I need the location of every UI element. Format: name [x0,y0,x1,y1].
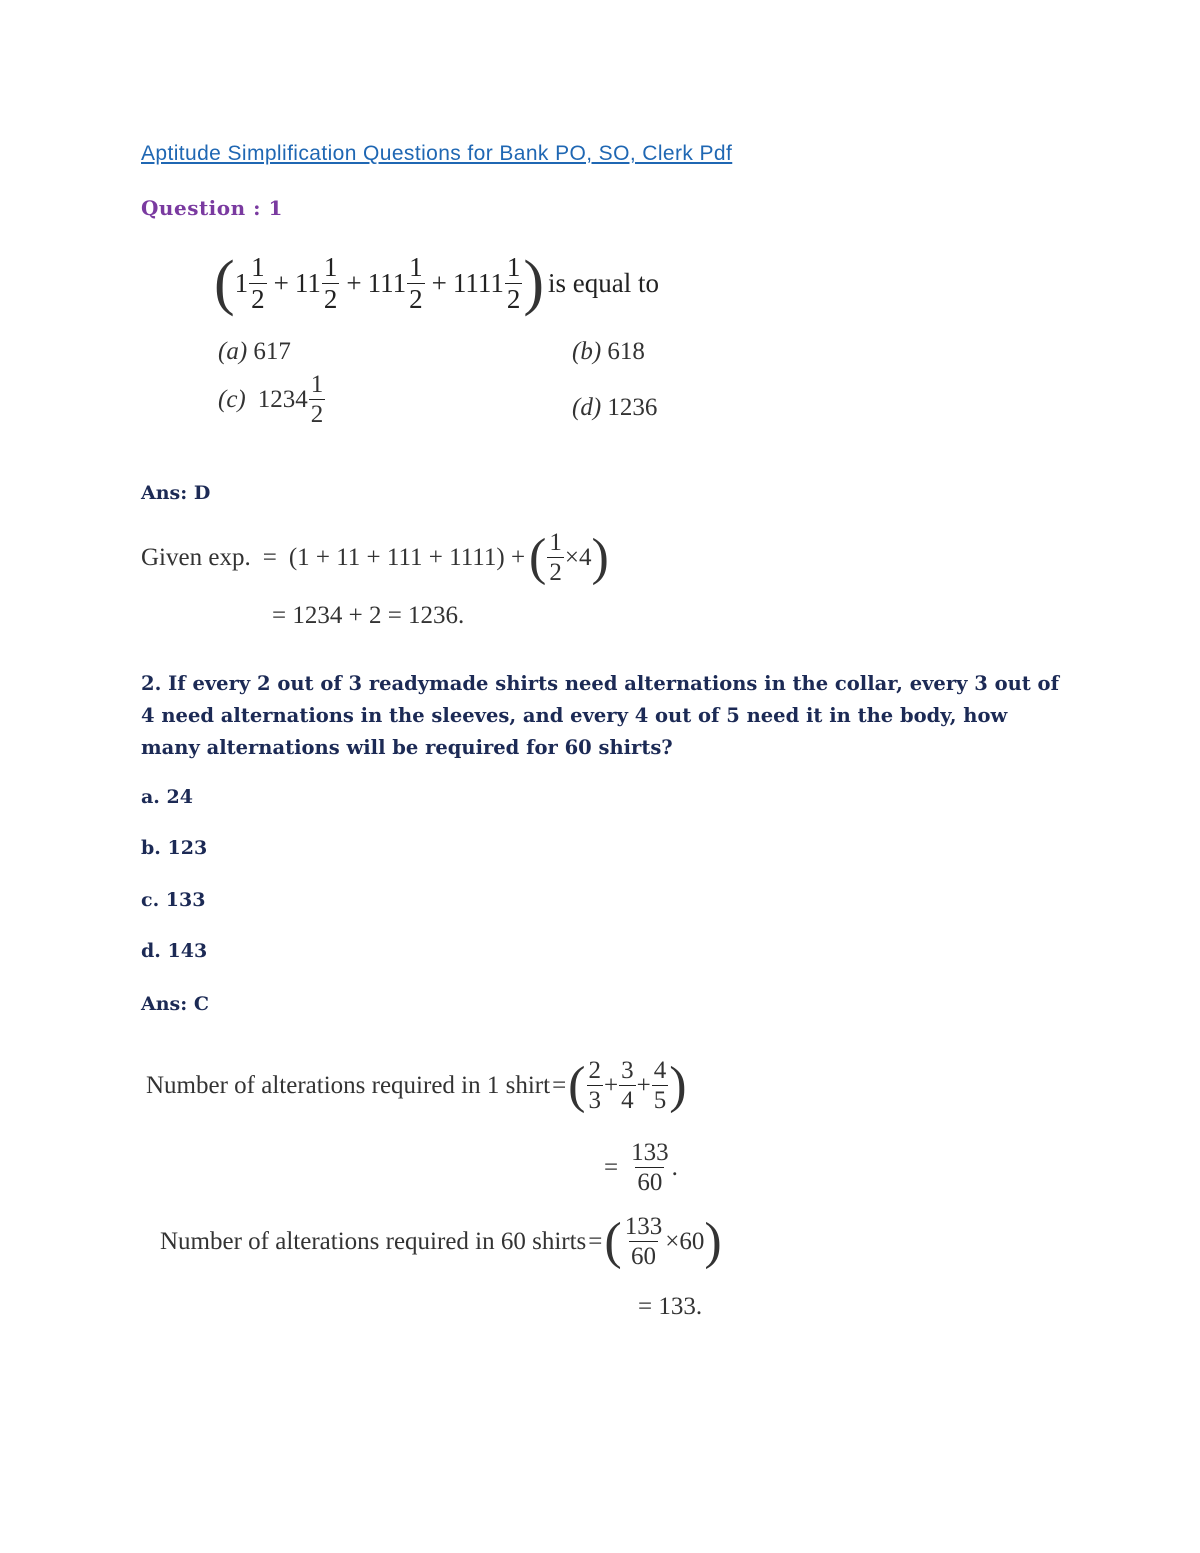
option-d-label: (d) [572,394,602,421]
solution-1-equals: = [262,543,277,571]
fraction-num: 133 [624,1213,663,1240]
term-1-fraction [249,251,267,314]
fraction-den: 60 [630,1243,656,1270]
term-1-whole: 1 [234,267,249,298]
question-2-option-b: b. 123 [141,837,208,859]
solution-2-line-1 [146,1058,687,1113]
period: . [671,1153,678,1181]
question-1-answer: Ans: D [141,482,211,504]
plus-sign: + [273,267,289,298]
term-1-den: 2 [251,283,265,314]
solution-1-times: ×4 [564,543,592,571]
fraction-num: 4 [653,1057,667,1084]
solution-2-line-3 [160,1214,722,1269]
solution-1-sum: (1 + 11 + 111 + 1111) + [288,543,526,571]
fraction-den: 60 [637,1169,663,1196]
plus-sign: + [346,267,362,298]
option-b-value: 618 [607,338,645,365]
option-c-label: (c) [218,385,246,413]
solution-2-line-3-right-paren: ) [704,1212,722,1270]
equals-sign: = [588,1227,603,1255]
option-c-den: 2 [310,401,324,428]
solution-1-prefix: Given exp. [141,543,251,571]
term-4-num: 1 [506,251,521,282]
plus-sign: + [604,1071,619,1099]
document-title-link[interactable]: Aptitude Simplification Questions for Bank PO, SO, Clerk Pdf [141,142,733,165]
solution-2-line-4: = 133. [638,1293,703,1320]
fraction-den: 3 [588,1087,601,1114]
term-4-den: 2 [506,283,521,314]
solution-1-right-paren: ) [591,528,609,586]
solution-2-line-2 [604,1140,678,1195]
term-4-whole: 1111 [452,267,504,298]
term-2-fraction [322,251,340,314]
equals-sign: = [604,1153,619,1181]
fraction-den: 5 [653,1087,667,1114]
term-1-num: 1 [251,251,265,282]
fraction-4-5 [652,1058,669,1113]
fraction-133-60 [629,1140,671,1195]
term-2-whole: 11 [294,267,321,298]
term-3-whole: 111 [367,267,407,298]
option-a-label: (a) [218,338,248,365]
fraction-num: 133 [631,1139,669,1166]
term-2-num: 1 [323,251,338,282]
question-2-option-d: d. 143 [141,940,208,962]
option-d [572,394,657,422]
fraction-2-3 [587,1058,604,1113]
question-1-heading: Question : 1 [141,196,283,220]
option-a-value: 617 [253,338,291,365]
fraction-133-60 [623,1214,665,1269]
term-4-fraction [505,251,523,314]
option-c [218,372,326,427]
solution-1-fraction [547,530,564,585]
solution-1-num: 1 [549,529,562,556]
question-2-text: 2. If every 2 out of 3 readymade shirts need alternations in the collar, every 3 out of 4 need alternations in the sleeves, and every 4 out of 5 need it in the body, how many alternations will be required for 60 shirts? [141,672,1059,759]
solution-2-right-paren: ) [669,1056,687,1114]
solution-1-line-1 [141,530,609,585]
option-b-label: (b) [572,338,602,365]
solution-2-line-3-label: Number of alterations required in 60 shirts [160,1227,587,1255]
option-c-num: 1 [310,371,324,398]
fraction-num: 2 [588,1057,601,1084]
times-60: ×60 [665,1227,705,1255]
term-3-fraction [407,251,425,314]
solution-2-line-3-left-paren: ( [604,1212,622,1270]
question-1-expression [214,249,659,317]
solution-2-line-1-label: Number of alterations required in 1 shirt [146,1071,551,1099]
option-b [572,338,645,366]
plus-sign: + [636,1071,651,1099]
solution-2-left-paren: ( [568,1056,586,1114]
question-2-option-c: c. 133 [141,889,206,911]
fraction-num: 3 [621,1057,634,1084]
solution-1-left-paren: ( [529,528,547,586]
term-3-num: 1 [409,251,423,282]
option-c-whole: 1234 [257,385,308,413]
expression-suffix: is equal to [548,267,659,298]
term-2-den: 2 [323,283,338,314]
fraction-den: 4 [621,1087,634,1114]
option-c-fraction [309,372,326,427]
equals-sign: = [552,1071,567,1099]
left-paren: ( [214,249,235,317]
fraction-3-4 [619,1058,636,1113]
option-d-value: 1236 [607,394,658,421]
right-paren: ) [523,249,545,317]
solution-1-line-2: = 1234 + 2 = 1236. [272,602,465,629]
option-a [218,338,291,366]
plus-sign: + [431,267,447,298]
term-3-den: 2 [409,283,423,314]
solution-1-den: 2 [549,559,562,586]
question-2-option-a: a. 24 [141,786,193,808]
question-2-answer: Ans: C [141,993,210,1015]
